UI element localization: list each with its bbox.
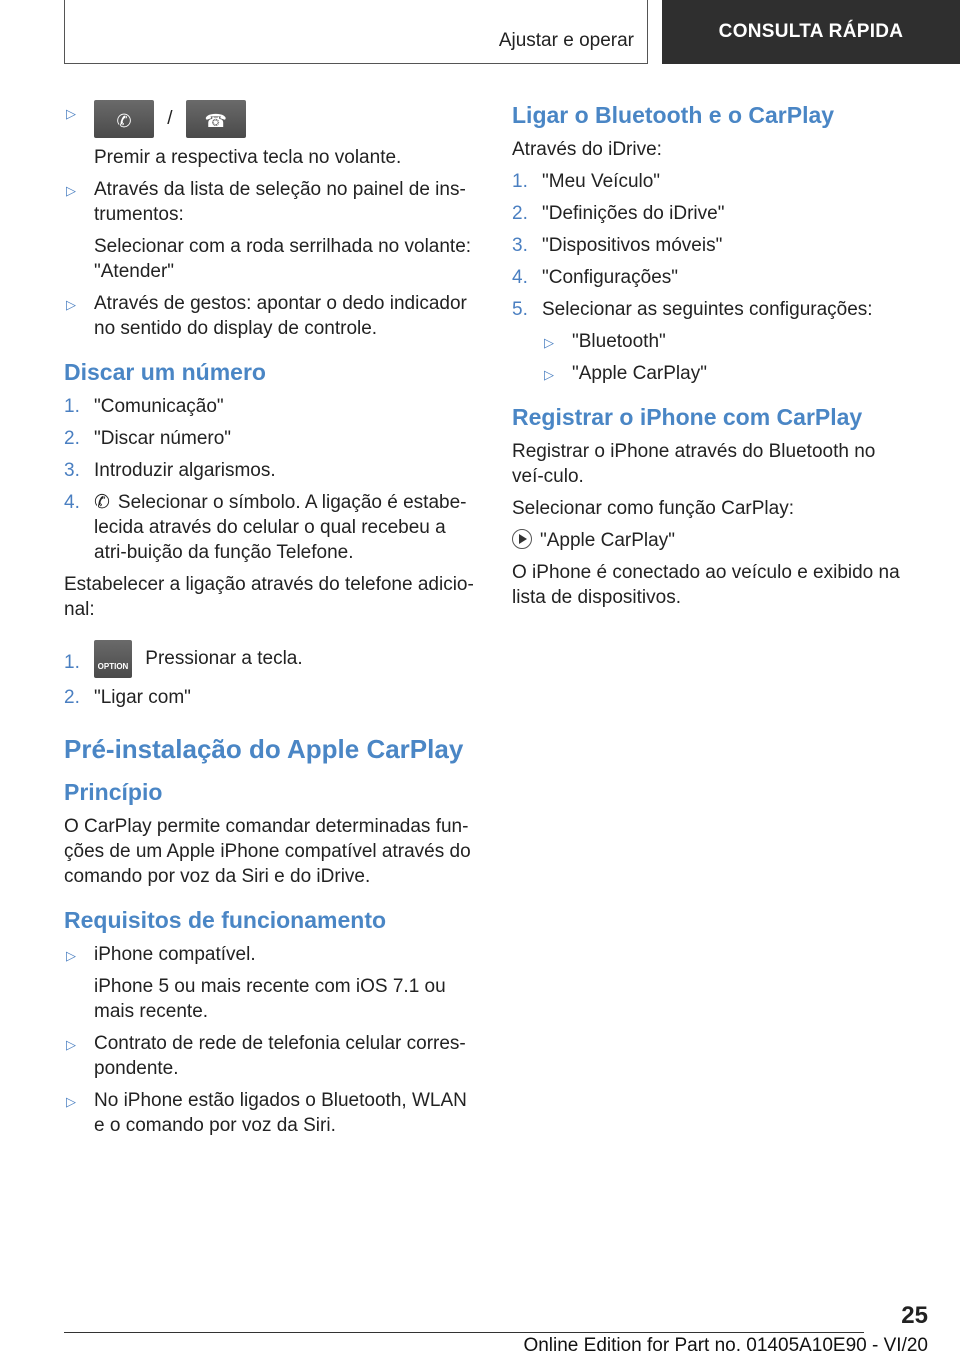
left-column — [64, 100, 476, 1145]
option-step-2 — [64, 685, 476, 710]
carplay-item-text: "Apple CarPlay" — [540, 530, 675, 551]
heading-pre-instalacao: Pré-instalação do Apple CarPlay — [64, 734, 464, 764]
step-num: 2. — [64, 687, 80, 708]
triangle-bullet-icon: ▷ — [66, 297, 76, 312]
step-num: 1. — [512, 171, 528, 192]
step-text: Pressionar a tecla. — [145, 648, 303, 670]
conectado-text: O iPhone é conectado ao veículo e exibido na lista de dispositivos. — [512, 562, 900, 608]
step-num: 3. — [512, 235, 528, 256]
step-text: "Meu Veículo" — [542, 171, 661, 192]
heading-requisitos: Requisitos de funcionamento — [64, 907, 387, 933]
principio-text: O CarPlay permite comandar determinadas fun-ções de um Apple iPhone compatível através do comando por voz da Siri e do iDrive. — [64, 816, 471, 887]
selecionar-text: Selecionar como função CarPlay: — [512, 498, 794, 519]
discar-step-1 — [64, 394, 476, 419]
sub-text: "Apple CarPlay" — [572, 363, 707, 384]
step-text: Introduzir algarismos. — [94, 460, 276, 481]
step-num: 1. — [64, 652, 80, 673]
triangle-bullet-icon: ▷ — [66, 106, 76, 121]
ligar-step-3 — [512, 233, 912, 258]
phone-icon: ✆ — [94, 492, 110, 513]
triangle-bullet-icon: ▷ — [66, 183, 76, 198]
discar-step-3 — [64, 458, 476, 483]
bullet-steering-keys — [64, 100, 476, 138]
step-text: "Configurações" — [542, 267, 679, 288]
bullet2-text: Através da lista de seleção no painel de ins-trumentos: — [94, 179, 466, 225]
step-num: 3. — [64, 460, 80, 481]
bullet-instrument-list — [64, 177, 476, 227]
play-icon — [512, 529, 532, 549]
req-text: No iPhone estão ligados o Bluetooth, WLAN e o comando por voz da Siri. — [94, 1090, 467, 1136]
req-text: iPhone compatível. — [94, 944, 256, 965]
footer-edition: Online Edition for Part no. 01405A10E90 - VI/20 — [523, 1335, 928, 1356]
header-section-title: Ajustar e operar — [498, 30, 634, 51]
sub-carplay — [542, 361, 912, 386]
step-num: 1. — [64, 396, 80, 417]
step-num: 4. — [64, 492, 80, 513]
option-step-1 — [64, 640, 476, 678]
discar-step-4 — [64, 490, 476, 565]
heading-registrar: Registrar o iPhone com CarPlay — [512, 404, 863, 430]
step-text: "Comunicação" — [94, 396, 224, 417]
estabelecer-text: Estabelecer a ligação através do telefone adicio-nal: — [64, 574, 474, 620]
ligar-step-1 — [512, 169, 912, 194]
req-2 — [64, 1031, 476, 1081]
bullet-gestures — [64, 291, 476, 341]
atraves-text: Através do iDrive: — [512, 139, 662, 160]
req-text: Contrato de rede de telefonia celular corres-pondente. — [94, 1033, 466, 1079]
step-num: 2. — [64, 428, 80, 449]
req1-sub: iPhone 5 ou mais recente com iOS 7.1 ou mais recente. — [94, 976, 446, 1022]
bullet2-sub: Selecionar com a roda serrilhada no volante: "Atender" — [94, 236, 472, 282]
step-text: Selecionar o símbolo. A ligação é estabe-lecida através do celular o qual recebeu a atri-buição da função Telefone. — [94, 492, 467, 563]
triangle-bullet-icon: ▷ — [66, 1037, 76, 1052]
heading-discar: Discar um número — [64, 359, 266, 385]
req-3 — [64, 1088, 476, 1138]
discar-step-2 — [64, 426, 476, 451]
req-1 — [64, 942, 476, 967]
triangle-bullet-icon: ▷ — [66, 948, 76, 963]
step-num: 5. — [512, 299, 528, 320]
sub-text: "Bluetooth" — [572, 331, 666, 352]
header-tab[interactable]: CONSULTA RÁPIDA — [662, 0, 960, 64]
option-button-icon: OPTION — [94, 640, 132, 678]
sub-bluetooth — [542, 329, 912, 354]
step-text: Selecionar as seguintes configurações: — [542, 299, 873, 320]
triangle-bullet-icon: ▷ — [544, 367, 554, 382]
bullet3-text: Através de gestos: apontar o dedo indicador no sentido do display de controle. — [94, 293, 467, 339]
registrar-text: Registrar o iPhone através do Bluetooth no veí-culo. — [512, 441, 876, 487]
heading-ligar: Ligar o Bluetooth e o CarPlay — [512, 102, 835, 128]
ligar-step-4 — [512, 265, 912, 290]
triangle-bullet-icon: ▷ — [66, 1094, 76, 1109]
step-text: "Definições do iDrive" — [542, 203, 725, 224]
phone-accept-icon: ✆ — [94, 100, 154, 138]
carplay-item — [512, 528, 912, 553]
bullet1-text: Premir a respectiva tecla no volante. — [94, 147, 402, 168]
step-text: "Ligar com" — [94, 687, 191, 708]
page-number: 25 — [901, 1302, 928, 1329]
footer-divider — [64, 1332, 864, 1333]
triangle-bullet-icon: ▷ — [544, 335, 554, 350]
right-column — [512, 100, 912, 617]
separator: / — [167, 108, 173, 130]
step-text: "Dispositivos móveis" — [542, 235, 723, 256]
ligar-step-2 — [512, 201, 912, 226]
step-num: 4. — [512, 267, 528, 288]
phone-hangup-icon: ☎ — [186, 100, 246, 138]
step-num: 2. — [512, 203, 528, 224]
heading-principio: Princípio — [64, 779, 163, 805]
ligar-step-5 — [512, 297, 912, 322]
step-text: "Discar número" — [94, 428, 232, 449]
